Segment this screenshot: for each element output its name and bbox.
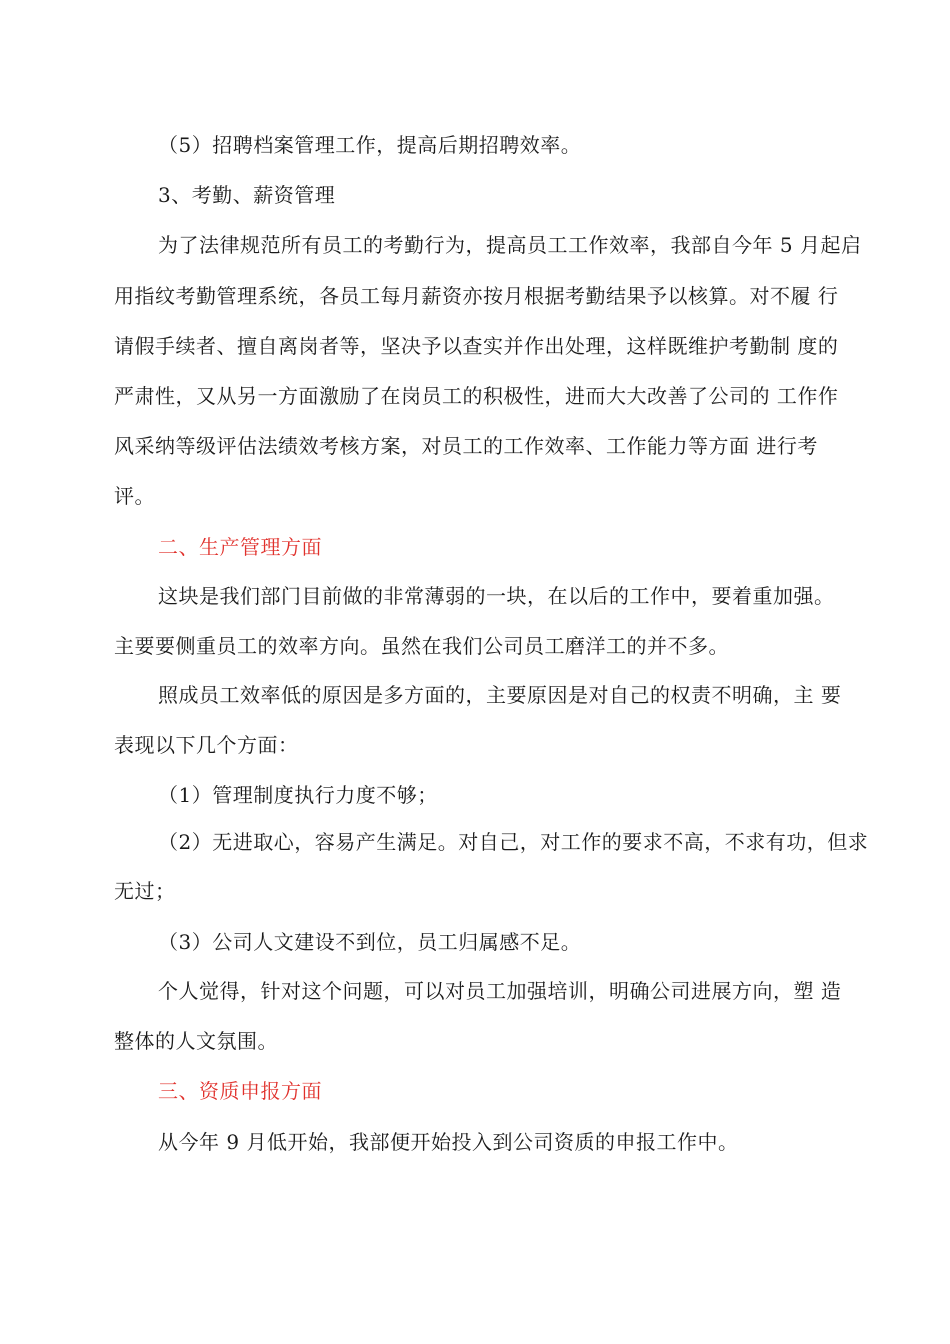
- paragraph-line: 严肃性，又从另一方面激励了在岗员工的积极性，进而大大改善了公司的 工作作: [114, 384, 839, 408]
- paragraph-line: 照成员工效率低的原因是多方面的，主要原因是对自己的权责不明确，主 要: [158, 683, 842, 707]
- paragraph-line: 评。: [114, 484, 155, 508]
- section-heading-production: 二、生产管理方面: [158, 535, 322, 559]
- paragraph-line: 为了法律规范所有员工的考勤行为，提高员工工作效率，我部自今年 5 月起启: [158, 233, 862, 257]
- paragraph-line: 主要要侧重员工的效率方向。虽然在我们公司员工磨洋工的并不多。: [114, 634, 729, 658]
- section-heading-qualification: 三、资质申报方面: [158, 1079, 322, 1103]
- paragraph-line: 风采纳等级评估法绩效考核方案，对员工的工作效率、工作能力等方面 进行考: [114, 434, 818, 458]
- paragraph-line: 从今年 9 月低开始，我部便开始投入到公司资质的申报工作中。: [158, 1130, 739, 1154]
- list-item-5: （5）招聘档案管理工作，提高后期招聘效率。: [158, 133, 582, 157]
- paragraph-line: 这块是我们部门目前做的非常薄弱的一块，在以后的工作中，要着重加强。: [158, 584, 835, 608]
- list-item-reason-2-cont: 无过；: [114, 879, 176, 903]
- paragraph-line: 个人觉得，针对这个问题，可以对员工加强培训，明确公司进展方向，塑 造: [158, 979, 842, 1003]
- paragraph-line: 请假手续者、擅自离岗者等，坚决予以查实并作出处理，这样既维护考勤制 度的: [114, 334, 839, 358]
- list-item-reason-2: （2）无进取心，容易产生满足。对自己，对工作的要求不高，不求有功，但求: [158, 830, 869, 854]
- paragraph-line: 整体的人文氛围。: [114, 1029, 278, 1053]
- list-item-reason-3: （3）公司人文建设不到位，员工归属感不足。: [158, 930, 582, 954]
- paragraph-line: 表现以下几个方面：: [114, 733, 299, 757]
- paragraph-line: 用指纹考勤管理系统，各员工每月薪资亦按月根据考勤结果予以核算。对不履 行: [114, 284, 839, 308]
- list-item-reason-1: （1）管理制度执行力度不够；: [158, 783, 438, 807]
- section-heading-attendance: 3、考勤、薪资管理: [158, 183, 336, 207]
